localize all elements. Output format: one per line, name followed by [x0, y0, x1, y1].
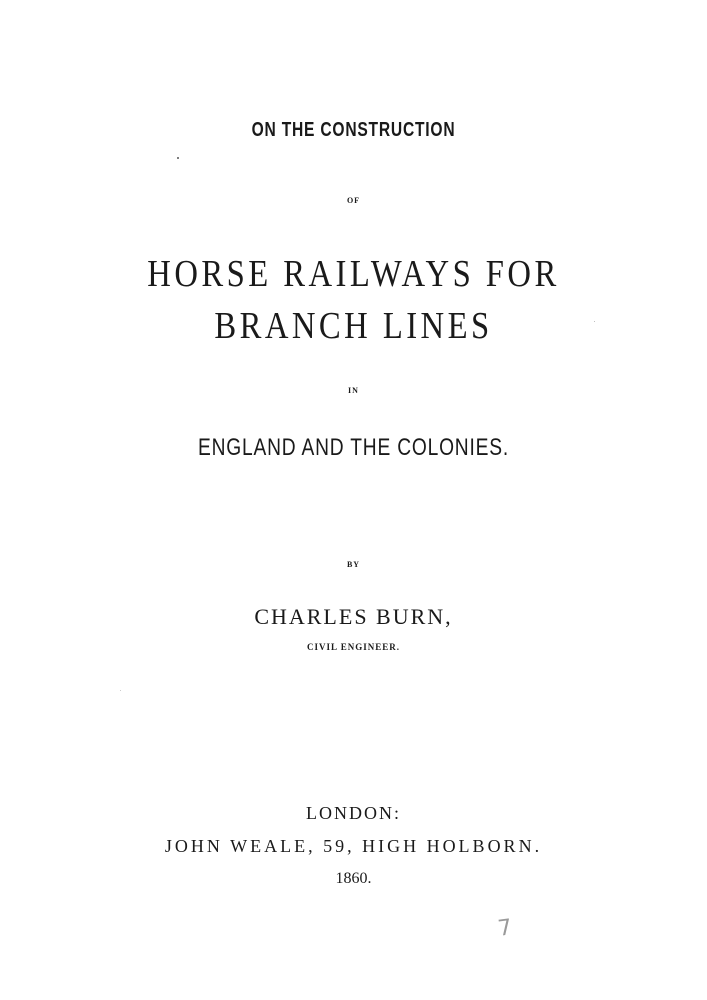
connector-by: BY: [346, 560, 361, 569]
main-title-line-1: HORSE RAILWAYS FOR: [147, 253, 560, 295]
subtitle-bottom: ENGLAND AND THE COLONIES.: [198, 434, 509, 461]
pencil-annotation: 7: [496, 915, 514, 942]
paper-speck: [177, 157, 179, 159]
author-profession: CIVIL ENGINEER.: [306, 642, 401, 652]
subtitle-top: ON THE CONSTRUCTION: [251, 119, 456, 141]
connector-of: OF: [346, 196, 361, 205]
publication-year: 1860.: [335, 870, 372, 887]
connector-in: IN: [348, 386, 359, 395]
main-title-line-2: BRANCH LINES: [214, 305, 493, 347]
paper-speck: [120, 690, 121, 691]
paper-speck: [594, 321, 595, 322]
publisher: JOHN WEALE, 59, HIGH HOLBORN.: [164, 836, 543, 856]
author-name: CHARLES BURN,: [254, 604, 453, 629]
publication-place: LONDON:: [306, 803, 401, 823]
